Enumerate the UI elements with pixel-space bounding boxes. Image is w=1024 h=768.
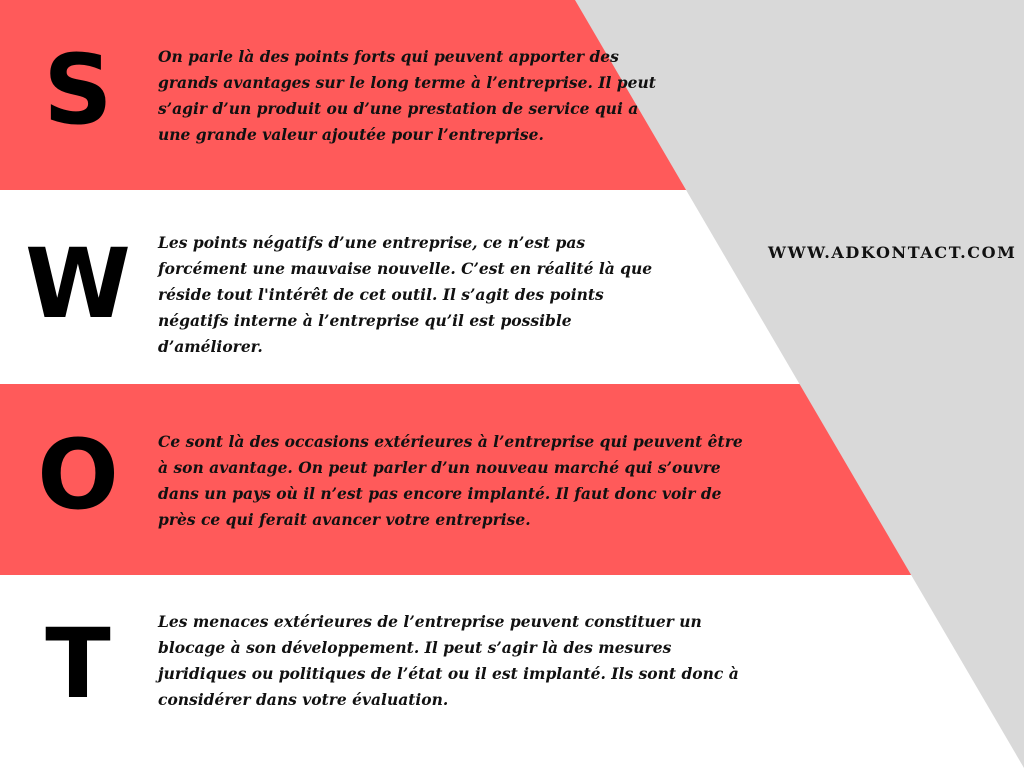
swot-letter-w: W (25, 228, 131, 340)
swot-letter-t: T (45, 608, 111, 720)
description-line: considérer dans votre évaluation. (158, 690, 449, 709)
swot-letter-s: S (43, 34, 113, 146)
description-line: forcément une mauvaise nouvelle. C’est en réalité là que (158, 259, 653, 278)
description-line: s’agir d’un produit ou d’une prestation de service qui a (158, 99, 639, 118)
description-line: à son avantage. On peut parler d’un nouveau marché qui s’ouvre (158, 458, 721, 477)
description-line: On parle là des points forts qui peuvent apporter des (158, 47, 619, 66)
description-line: Les menaces extérieures de l’entreprise peuvent constituer un (158, 612, 702, 631)
opportunities-description (158, 429, 743, 533)
description-line: grands avantages sur le long terme à l’entreprise. Il peut (158, 73, 656, 92)
description-line: juridiques ou politiques de l’état ou il est implanté. Ils sont donc à (158, 664, 739, 683)
strengths-description (158, 44, 656, 148)
weaknesses-description (158, 230, 652, 360)
description-line: Ce sont là des occasions extérieures à l’entreprise qui peuvent être (158, 432, 743, 451)
description-line: négatifs interne à l’entreprise qu’il est possible (158, 311, 572, 330)
description-line: près ce qui ferait avancer votre entreprise. (158, 510, 531, 529)
description-line: d’améliorer. (158, 337, 263, 356)
description-line: dans un pays où il n’est pas encore implanté. Il faut donc voir de (158, 484, 722, 503)
description-line: une grande valeur ajoutée pour l’entreprise. (158, 125, 544, 144)
description-line: Les points négatifs d’une entreprise, ce n’est pas (158, 233, 586, 252)
swot-letter-o: O (37, 419, 119, 531)
threats-description (158, 609, 739, 713)
description-line: blocage à son développement. Il peut s’agir là des mesures (158, 638, 672, 657)
description-line: réside tout l'intérêt de cet outil. Il s’agit des points (158, 285, 604, 304)
website-url: WWW.ADKONTACT.COM (768, 243, 1017, 262)
